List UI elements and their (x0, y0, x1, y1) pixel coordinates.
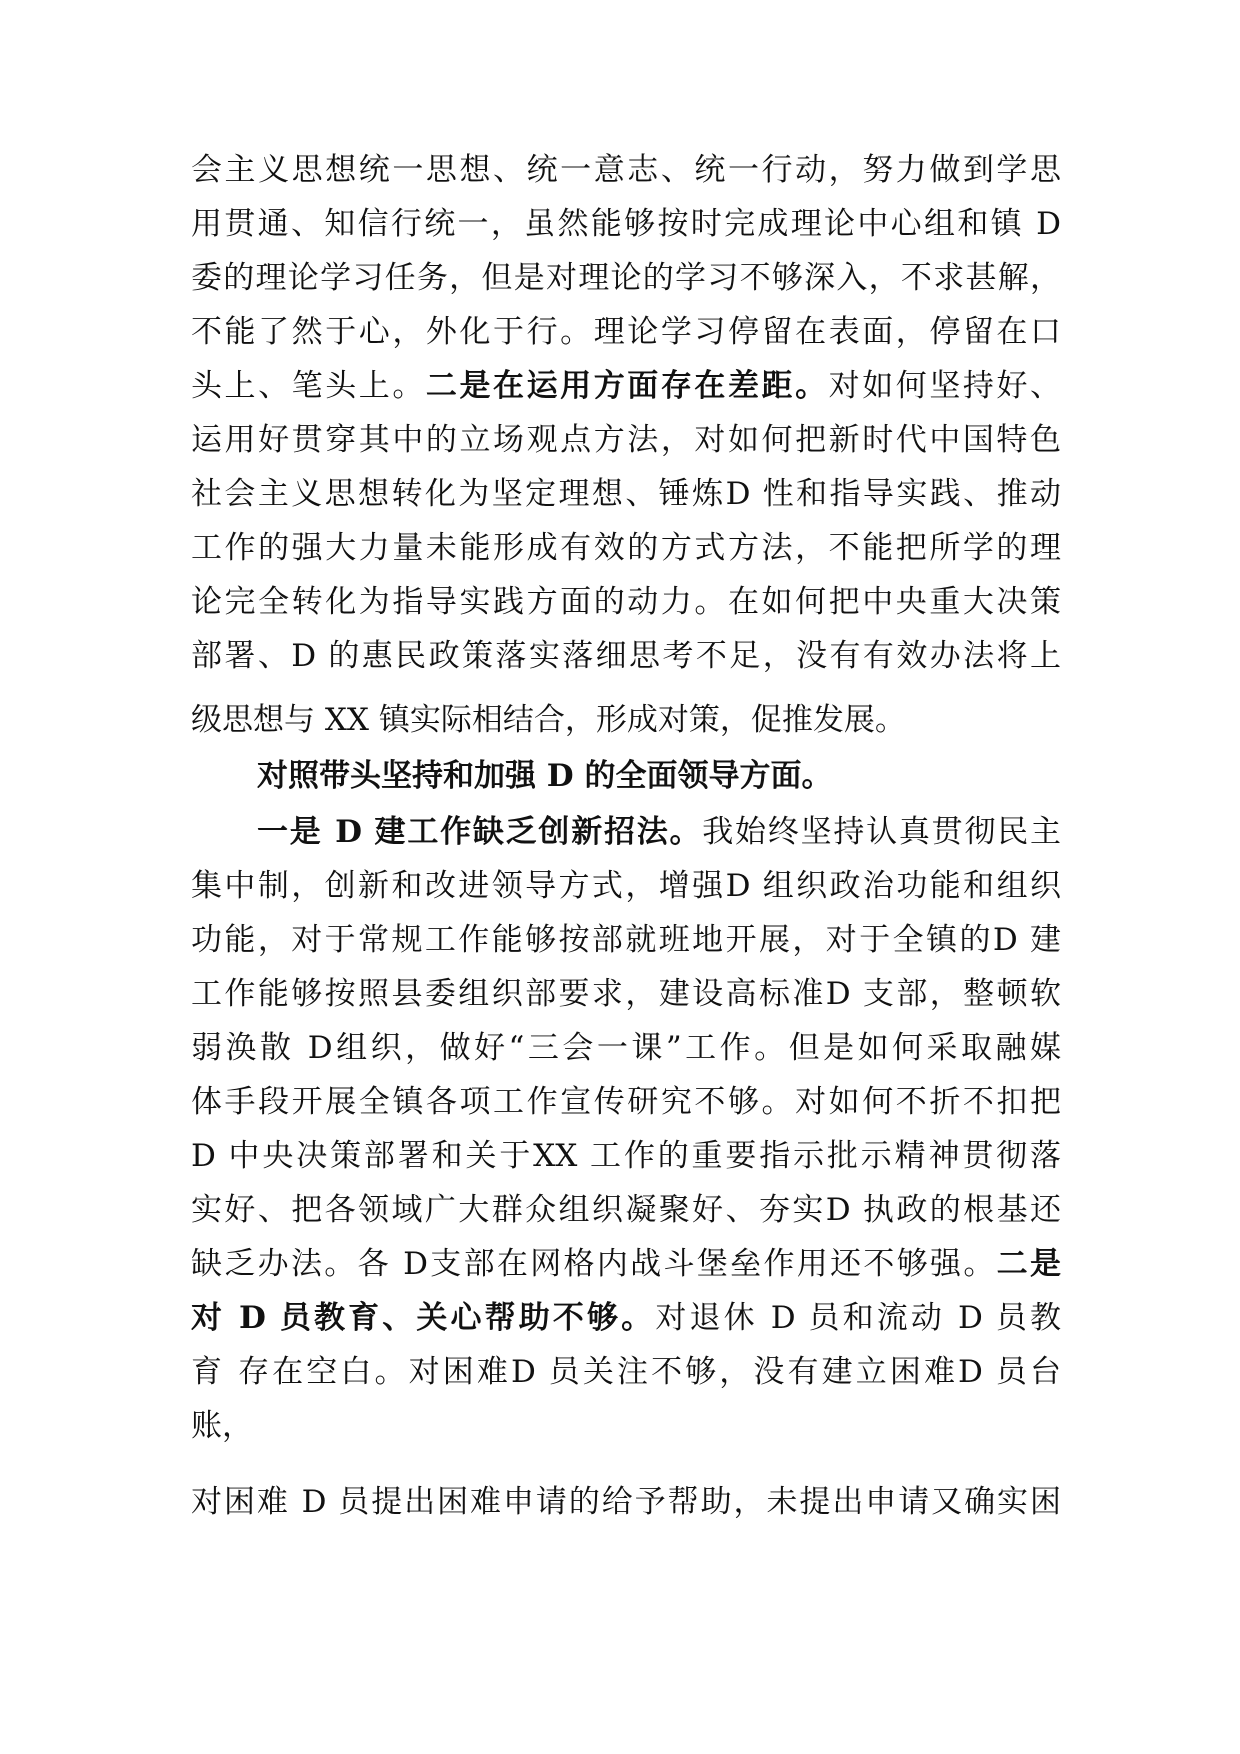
text-run: D 中央决策部署和关于XX 工作的重要指示批示精神贯彻落 (191, 1138, 1061, 1174)
text-run: 头上、笔头上。 (191, 368, 426, 404)
text-line (191, 912, 1061, 968)
text-run: 部署、D 的惠民政策落实落细思考不足，没有有效办法将上 (191, 638, 1061, 674)
bold-text: 二是在运用方面存在差距。 (425, 368, 829, 404)
text-run: 对退休 D 员和流动 D 员教 (655, 1300, 1062, 1336)
text-line (191, 1020, 1061, 1076)
text-line (191, 1290, 1061, 1346)
text-line (191, 858, 1061, 914)
text-line (191, 196, 1061, 252)
text-line (191, 1344, 1061, 1400)
text-line (191, 628, 1061, 684)
text-run: 工作的强大力量未能形成有效的方式方法，不能把所学的理 (191, 530, 1061, 566)
text-run: 实好、把各领域广大群众组织凝聚好、夯实D 执政的根基还 (191, 1192, 1061, 1228)
text-run: 用贯通、知信行统一，虽然能够按时完成理论中心组和镇 D (191, 206, 1061, 242)
text-run: 委的理论学习任务，但是对理论的学习不够深入，不求甚解， (191, 260, 1061, 296)
text-line (257, 748, 1061, 804)
text-line (191, 574, 1061, 630)
text-line (191, 466, 1061, 522)
text-run: 级思想与 XX 镇实际相结合，形成对策，促推发展。 (191, 702, 906, 738)
bold-text: 一是 D 建工作缺乏创新招法。 (257, 814, 703, 850)
text-line (191, 1398, 1061, 1454)
text-line (191, 142, 1061, 198)
text-run: 集中制，创新和改进领导方式，增强D 组织政治功能和组织 (191, 868, 1061, 904)
text-run: 弱涣散 D组织，做好“三会一课”工作。但是如何采取融媒 (191, 1030, 1061, 1066)
text-line (191, 520, 1061, 576)
text-line (191, 1128, 1061, 1184)
text-line (191, 1474, 1061, 1530)
text-line (191, 1182, 1061, 1238)
text-run: 账， (191, 1408, 253, 1444)
text-line (191, 358, 1061, 414)
text-line (191, 966, 1061, 1022)
text-run: 运用好贯穿其中的立场观点方法，对如何把新时代中国特色 (191, 422, 1061, 458)
bold-text: 对照带头坚持和加强 D 的全面领导方面。 (257, 758, 833, 794)
text-run: 不能了然于心，外化于行。理论学习停留在表面，停留在口 (191, 314, 1061, 350)
text-line (257, 804, 1061, 860)
text-line (191, 412, 1061, 468)
text-run: 体手段开展全镇各项工作宣传研究不够。对如何不折不扣把 (191, 1084, 1061, 1120)
text-run: 会主义思想统一思想、统一意志、统一行动，努力做到学思 (191, 152, 1061, 188)
text-line (191, 1074, 1061, 1130)
text-run: 对如何坚持好、 (828, 368, 1061, 404)
text-run: 功能，对于常规工作能够按部就班地开展，对于全镇的D 建 (191, 922, 1061, 958)
text-line (191, 250, 1061, 306)
text-line (191, 304, 1061, 360)
text-run: 工作能够按照县委组织部要求，建设高标准D 支部，整顿软 (191, 976, 1061, 1012)
text-run: 社会主义思想转化为坚定理想、锤炼D 性和指导实践、推动 (191, 476, 1061, 512)
text-run: 我始终坚持认真贯彻民主 (702, 814, 1062, 850)
text-run: 育 存在空白。对困难D 员关注不够，没有建立困难D 员台 (191, 1354, 1061, 1390)
text-run: 对困难 D 员提出困难申请的给予帮助，未提出申请又确实困 (191, 1484, 1061, 1520)
text-line (191, 1236, 1061, 1292)
text-line (191, 692, 1061, 748)
text-run: 缺乏办法。各 D支部在网格内战斗堡垒作用还不够强。 (191, 1246, 997, 1282)
bold-text: 二是 (996, 1246, 1061, 1282)
text-run: 论完全转化为指导实践方面的动力。在如何把中央重大决策 (191, 584, 1061, 620)
bold-text: 对 D 员教育、关心帮助不够。 (191, 1300, 656, 1336)
